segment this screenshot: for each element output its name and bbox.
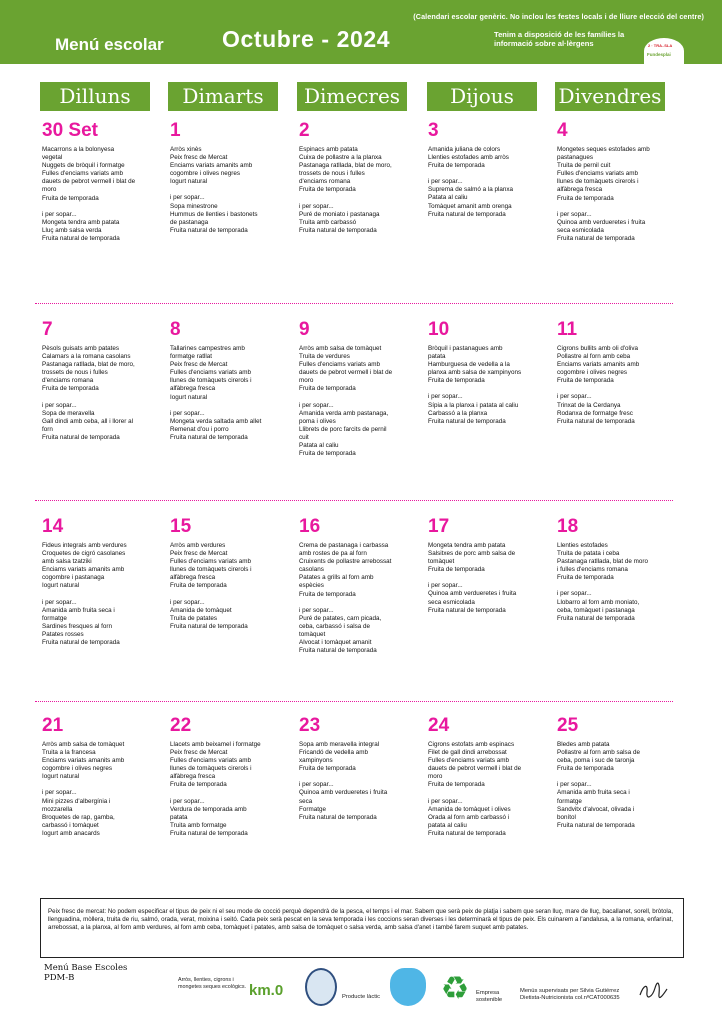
lunch-menu: Macarrons a la bolonyesa vegetal Nuggets de bròquil i formatge Fulles d'enciams variats amb dauets de pebrot vermell i blat de moro Fruita de temporada — [42, 146, 136, 202]
lunch-menu: Pèsols guisats amb patates Calamars a la romana casolans Pastanaga ratllada, blat de moro, trossets de nous i fulles d'enciams romana Fruita de temporada — [42, 345, 135, 393]
dinner-menu: Llobarro al forn amb moniato, ceba, tomàquet i pastanaga Fruita natural de temporada — [557, 598, 640, 622]
day-number: 3 — [428, 120, 439, 141]
sustainable-line1: Empresa — [476, 990, 500, 996]
lunch-menu: Tallarines campestres amb formatge ratllat Peix fresc de Mercat Fulles d'enciams variats amb llunes de tomàquets cirerols i alfàbrega fresca Iogurt natural — [170, 345, 252, 401]
day-number: 7 — [42, 319, 53, 340]
day-cell — [557, 120, 675, 243]
allergen-info: Tenim a disposició de les famílies la informació sobre al·lèrgens — [494, 30, 625, 49]
day-number: 2 — [299, 120, 310, 141]
day-cell — [170, 319, 288, 442]
logo-text-top: 2 · TRA..SLA — [648, 43, 673, 48]
lunch-menu: Amanida juliana de colors Llenties estofades amb arròs Fruita de temporada — [428, 146, 509, 170]
dinner-menu: Quinoa amb verdueretes i fruita seca Formatge Fruita natural de temporada — [299, 789, 388, 821]
km0-logo: km.0 — [249, 982, 284, 999]
day-cell — [42, 120, 160, 243]
lunch-menu: Espinacs amb patata Cuixa de pollastre a la planxa Pastanaga ratllada, blat de moro, trossets de nous i fulles d'enciams romana Fruita de temporada — [299, 146, 392, 194]
dinner-label: i per sopar... — [428, 582, 463, 590]
dinner-label: i per sopar... — [428, 797, 463, 805]
dinner-menu: Amanida verda amb pastanaga, poma i olives Llibrets de porc farcits de pernil cuit Patata al caliu Fruita de temporada — [299, 409, 389, 458]
supervision-line1: Menús supervisats per Silvia Gutiérrez — [520, 988, 620, 994]
day-cell — [299, 516, 417, 655]
dinner-menu: Amanida amb fruita seca i formatge Sandvitx d'alvocat, olivada i bonítol Fruita natural de temporada — [557, 789, 635, 829]
day-cell — [170, 516, 288, 631]
dinner-menu: Verdura de temporada amb patata Truita amb formatge Fruita natural de temporada — [170, 805, 248, 837]
lunch-menu: Mongetes seques estofades amb pastanagues Truita de pernil cuit Fulles d'enciams variats amb llunes de tomàquets cirerols i alfàbrega fresca Fruita de temporada — [557, 146, 650, 202]
supervision-note — [520, 988, 620, 1002]
day-cell — [42, 715, 160, 838]
dinner-label: i per sopar... — [557, 393, 592, 401]
day-header-monday: Dilluns — [40, 82, 150, 111]
day-number: 30 Set — [42, 120, 98, 141]
dairy-badge-icon — [305, 968, 337, 1006]
month-title: Octubre - 2024 — [222, 26, 391, 52]
dinner-label: i per sopar... — [42, 210, 77, 218]
day-number: 4 — [557, 120, 568, 141]
lunch-menu: Sopa amb meravella integral Fricandó de vedella amb xampinyons Fruita de temporada — [299, 741, 380, 773]
day-number: 10 — [428, 319, 450, 340]
lunch-menu: Fideus integrals amb verdures Croquetes de cigró casolanes amb salsa tzatziki Enciams variats amanits amb cogombre i pastanaga Iogurt natural — [42, 542, 127, 590]
day-cell — [299, 319, 417, 458]
menu-base-line2: PDM-B — [44, 973, 75, 983]
day-header-tuesday: Dimarts — [168, 82, 278, 111]
dinner-label: i per sopar... — [170, 797, 205, 805]
lunch-menu: Arròs amb salsa de tomàquet Truita de verdures Fulles d'enciams variats amb dauets de pebrot vermell i blat de moro Fruita de temporada — [299, 345, 393, 393]
day-cell — [557, 319, 675, 426]
dinner-label: i per sopar... — [170, 409, 205, 417]
day-cell — [428, 715, 546, 838]
dinner-menu: Mini pizzes d'albergínia i mozzarella Broquetes de rap, gamba, carbassó i tomàquet Iogurt amb anacards — [42, 797, 115, 837]
eco-note: Arròs, llenties, cigrons i mongetes seques ecològics. — [178, 977, 247, 990]
lunch-menu: Llacets amb beixamel i formatge Peix fresc de Mercat Fulles d'enciams variats amb llunes de tomàquets cirerols i alfàbrega fresca Fruita de temporada — [170, 741, 261, 789]
day-cell — [170, 120, 288, 235]
dinner-label: i per sopar... — [299, 781, 334, 789]
lunch-menu: Arròs xinès Peix fresc de Mercat Enciams variats amanits amb cogombre i olives negres Iogurt natural — [170, 146, 253, 186]
dinner-label: i per sopar... — [299, 401, 334, 409]
header-banner — [0, 0, 722, 64]
page-title: Menú escolar — [55, 35, 164, 54]
dinner-menu: Amanida amb fruita seca i formatge Sardines fresques al forn Patates rosses Fruita natural de temporada — [42, 606, 120, 647]
dinner-label: i per sopar... — [428, 393, 463, 401]
dinner-menu: Quinoa amb verdueretes i fruita seca esmicolada Fruita natural de temporada — [428, 590, 517, 614]
week-separator — [35, 500, 673, 501]
lunch-menu: Arròs amb verdures Peix fresc de Mercat Fulles d'enciams variats amb llunes de tomàquets cirerols i alfàbrega fresca Fruita de temporada — [170, 542, 252, 590]
lunch-menu: Bròquil i pastanagues amb patata Hamburguesa de vedella a la planxa amb salsa de xampinyons Fruita de temporada — [428, 345, 522, 385]
calendar-note: (Calendari escolar genèric. No inclou les festes locals i de lliure elecció del centre) — [413, 12, 704, 21]
dinner-menu: Suprema de salmó a la planxa Patata al caliu Tomàquet amanit amb orenga Fruita natural de temporada — [428, 186, 514, 218]
day-header-friday: Divendres — [555, 82, 665, 111]
dinner-menu: Sípia a la planxa i patata al caliu Carbassó a la planxa Fruita natural de temporada — [428, 401, 519, 425]
dinner-menu: Puré de moniato i pastanaga Truita amb carbassó Fruita natural de temporada — [299, 210, 380, 234]
lunch-menu: Mongeta tendra amb patata Salsitxes de porc amb salsa de tomàquet Fruita de temporada — [428, 542, 516, 574]
day-number: 16 — [299, 516, 321, 537]
dinner-label: i per sopar... — [557, 210, 592, 218]
signature-icon — [638, 980, 668, 1002]
dinner-menu: Sopa de meravella Gall dindi amb ceba, all i llorer al forn Fruita natural de temporada — [42, 409, 133, 441]
dinner-menu: Mongeta tendra amb patata Lluç amb salsa verda Fruita natural de temporada — [42, 218, 120, 242]
day-cell — [170, 715, 288, 838]
dinner-menu: Trinxat de la Cerdanya Rodanxa de formatge fresc Fruita natural de temporada — [557, 401, 635, 425]
day-number: 21 — [42, 715, 64, 736]
logo-text-bottom: Fundesplai — [647, 52, 671, 57]
dinner-label: i per sopar... — [299, 606, 334, 614]
menu-base-label — [44, 963, 127, 983]
dinner-menu: Amanida de tomàquet Truita de patates Fruita natural de temporada — [170, 606, 248, 630]
day-number: 23 — [299, 715, 321, 736]
day-number: 25 — [557, 715, 579, 736]
lunch-menu: Bledes amb patata Pollastre al forn amb salsa de ceba, poma i suc de taronja Fruita de temporada — [557, 741, 640, 773]
week-separator — [35, 303, 673, 304]
day-cell — [557, 715, 675, 830]
dinner-label: i per sopar... — [42, 598, 77, 606]
day-number: 11 — [557, 319, 578, 340]
day-number: 24 — [428, 715, 450, 736]
dinner-label: i per sopar... — [42, 401, 77, 409]
day-cell — [42, 516, 160, 647]
dinner-label: i per sopar... — [428, 178, 463, 186]
lunch-menu: Cigrons estofats amb espinacs Filet de gall dindi arrebossat Fulles d'enciams variats amb dauets de pebrot vermell i blat de moro Fruita de temporada — [428, 741, 522, 789]
day-number: 15 — [170, 516, 192, 537]
dinner-menu: Quinoa amb verdueretes i fruita seca esmicolada Fruita natural de temporada — [557, 218, 646, 242]
dinner-label: i per sopar... — [299, 202, 334, 210]
day-number: 8 — [170, 319, 181, 340]
menu-base-line1: Menú Base Escoles — [44, 963, 128, 973]
fish-note: Peix fresc de mercat: No podem especificar el tipus de peix ni el seu mode de cocció perquè dependrà de la pesca, el temps i el mar. Sabem que serà peix de platja i sabem que seran lluç, mare de lluç, bacallanet, sorell, bròtola, llenguadina, mòllera, truita de riu, salmó, orada, verat, moixina i seitó. Cada peix serà pescat en la seva temporada i les coccions seran diverses i les determinarà el tipus de peix. Els cuinarem a l'andalusa, a la romana, enfarinat, arrebossat, a la planxa, al forn amb verdures, al forn amb ceba, tomàquet i patates, amb salsa de tomàquet o salsa verda, amb salsa d'anet i també farem suquet amb patates. — [40, 898, 684, 958]
day-cell — [299, 715, 417, 822]
dinner-label: i per sopar... — [170, 598, 205, 606]
day-cell — [299, 120, 417, 235]
fundesplai-logo — [644, 38, 684, 64]
lunch-menu: Arròs amb salsa de tomàquet Truita a la francesa Enciams variats amanits amb cogombre i olives negres Iogurt natural — [42, 741, 125, 781]
day-number: 9 — [299, 319, 310, 340]
day-cell — [428, 120, 546, 219]
day-number: 18 — [557, 516, 579, 537]
day-cell — [42, 319, 160, 442]
dinner-menu: Sopa minestrone Hummus de llenties i bastonets de pastanaga Fruita natural de temporada — [170, 202, 258, 234]
day-header-thursday: Dijous — [427, 82, 537, 111]
week-separator — [35, 701, 673, 702]
sustainable-line2: sostenible — [476, 997, 503, 1003]
lunch-menu: Llenties estofades Truita de patata i ceba Pastanaga ratllada, blat de moro i fulles d'enciams romana Fruita de temporada — [557, 542, 649, 582]
lunch-menu: Crema de pastanaga i carbassa amb rostes de pa al forn Cruixents de pollastre arrebossat casolans Patates a grills al forn amb espècies Fruita de temporada — [299, 542, 392, 598]
day-cell — [557, 516, 675, 623]
dinner-menu: Amanida de tomàquet i olives Orada al forn amb carbassó i patata al caliu Fruita natural de temporada — [428, 805, 511, 837]
day-number: 14 — [42, 516, 64, 537]
dinner-label: i per sopar... — [557, 590, 592, 598]
sustainable-label — [476, 990, 502, 1004]
recycle-icon: ♻ — [440, 970, 470, 1006]
lunch-menu: Cigrons bullits amb oli d'oliva Pollastre al forn amb ceba Enciams variats amanits amb cogombre i olives negres Fruita de temporada — [557, 345, 640, 385]
dinner-menu: Mongeta verda saltada amb allet Remenat d'ou i porro Fruita natural de temporada — [170, 417, 262, 441]
dairy-label: Producte làctic — [342, 994, 381, 1000]
day-number: 1 — [170, 120, 181, 141]
day-number: 17 — [428, 516, 450, 537]
day-cell — [428, 516, 546, 615]
day-header-wednesday: Dimecres — [297, 82, 407, 111]
dinner-label: i per sopar... — [557, 781, 592, 789]
dinner-label: i per sopar... — [42, 789, 77, 797]
dinner-label: i per sopar... — [170, 194, 205, 202]
day-cell — [428, 319, 546, 426]
social-business-icon — [390, 968, 426, 1006]
supervision-line2: Dietista-Nutricionista col.nºCAT000635 — [520, 995, 620, 1001]
day-number: 22 — [170, 715, 192, 736]
dinner-menu: Puré de patates, carn picada, ceba, carbassó i salsa de tomàquet Alvocat i tomàquet amanit Fruita natural de temporada — [299, 614, 382, 655]
